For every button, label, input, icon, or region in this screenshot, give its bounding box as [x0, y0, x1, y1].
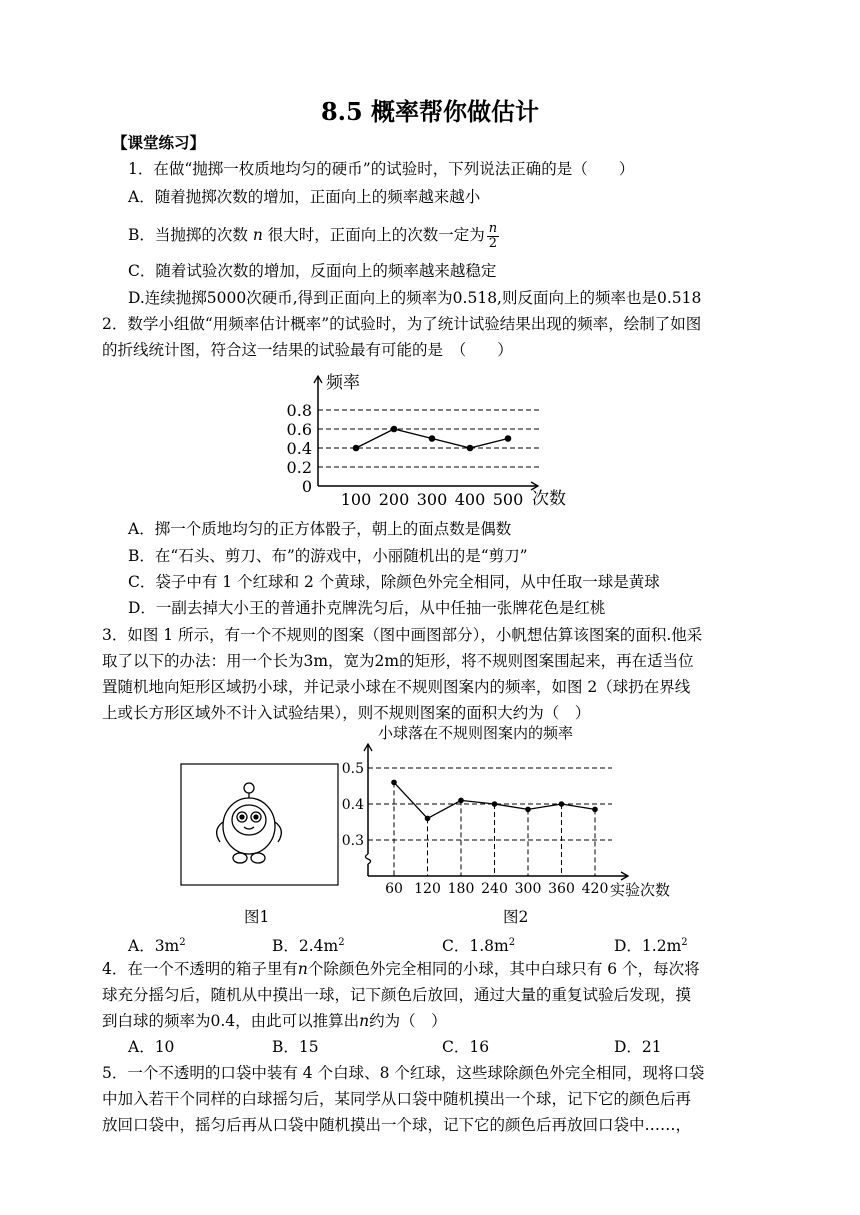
- y-tick-label: 0: [301, 477, 312, 496]
- q4-line-1: 4．在一个不透明的箱子里有n个除颜色外完全相同的小球，其中白球只有 6 个，每次将: [102, 960, 700, 978]
- x-tick-label: 500: [492, 490, 524, 509]
- x-tick-label: 60: [385, 881, 403, 897]
- q5-line-3: 放回口袋中，摇匀后再从口袋中随机摸出一个球，记下它的颜色后再放回口袋中……，: [102, 1116, 692, 1134]
- data-point: [458, 798, 464, 804]
- data-point: [505, 435, 512, 442]
- q2-option-b: B．在“石头、剪刀、布”的游戏中，小丽随机出的是“剪刀”: [128, 547, 528, 565]
- y-tick-label: 0.3: [341, 833, 364, 849]
- x-axis-title: 实验次数: [610, 881, 671, 899]
- q2-stem-2: 的折线统计图，符合这一结果的试验最有可能的是 （ ）: [102, 341, 513, 359]
- q5-line-1: 5．一个不透明的口袋中装有 4 个白球、8 个红球，这些球除颜色外完全相同，现将口袋: [102, 1064, 705, 1082]
- x-tick-label: 400: [454, 490, 486, 509]
- x-tick-label: 180: [447, 881, 475, 897]
- data-point: [353, 445, 360, 452]
- figure-2-caption: 图2: [503, 908, 529, 926]
- q3-option-a: A．$3m^2$: [128, 937, 186, 956]
- q3-line-3: 置随机地向矩形区域扔小球，并记录小球在不规则图案内的频率，如图 2（球扔在界线: [102, 678, 691, 696]
- x-tick-label: 360: [548, 881, 575, 897]
- q4-option-c: C．16: [442, 1038, 490, 1056]
- q2-option-c: C．袋子中有 1 个红球和 2 个黄球，除颜色外完全相同，从中任取一球是黄球: [128, 573, 660, 591]
- y-tick-label: 0.2: [286, 458, 312, 477]
- q1-option-c: C．随着试验次数的增加，反面向上的频率越来越稳定: [128, 262, 497, 280]
- x-tick-label: 100: [340, 490, 372, 509]
- q3-line-1: 3．如图 1 所示，有一个不规则的图案（图中画图部分），小帆想估算该图案的面积.他采: [102, 626, 703, 644]
- x-tick-label: 200: [378, 490, 410, 509]
- frequency-line-chart: [270, 366, 580, 514]
- section-heading: 【课堂练习】: [112, 133, 206, 152]
- x-tick-label: 120: [414, 881, 441, 897]
- q4-option-d: D．21: [614, 1038, 662, 1056]
- axis-break: [366, 854, 371, 864]
- data-point: [559, 801, 565, 807]
- q2-stem-1: 2．数学小组做“用频率估计概率”的试验时，为了统计试验结果出现的频率，绘制了如图: [102, 315, 702, 333]
- x-axis-title: 次数: [532, 489, 566, 509]
- ball-frequency-line-chart: [338, 722, 688, 904]
- y-tick-label: 0.6: [286, 420, 312, 439]
- q3-line-4: 上或长方形区域外不计入试验结果），则不规则图案的面积大约为（ ）: [102, 704, 591, 722]
- y-axis-title: 小球落在不规则图案内的频率: [378, 724, 574, 742]
- data-point: [429, 435, 436, 442]
- data-point: [492, 801, 498, 807]
- q1-stem: 1．在做“抛掷一枚质地均匀的硬币”的试验时，下列说法正确的是（ ）: [128, 160, 635, 178]
- y-tick-label: 0.4: [341, 797, 364, 813]
- data-point: [425, 816, 431, 822]
- x-tick-label: 240: [481, 881, 508, 897]
- x-tick-label: 420: [581, 881, 609, 897]
- y-tick-label: 0.5: [341, 761, 364, 777]
- q4-option-b: B．15: [272, 1038, 319, 1056]
- figure-1-irregular-pattern: [180, 760, 340, 888]
- q4-option-a: A．10: [128, 1038, 175, 1056]
- q3-option-c: C．$1.8m^2$: [442, 937, 516, 956]
- q4-line-3: 到白球的频率为0.4，由此可以推算出n约为（ ）: [102, 1012, 447, 1030]
- q3-line-2: 取了以下的办法：用一个长为3m，宽为2m的矩形，将不规则图案围起来，再在适当位: [102, 652, 694, 670]
- q2-option-d: D．一副去掉大小王的普通扑克牌洗匀后，从中任抽一张牌花色是红桃: [128, 599, 606, 617]
- y-tick-label: 0.8: [286, 401, 312, 420]
- q1-option-a: A．随着抛掷次数的增加，正面向上的频率越来越小: [128, 188, 481, 206]
- data-point: [391, 780, 397, 786]
- data-point: [525, 807, 531, 813]
- x-tick-label: 300: [514, 881, 542, 897]
- q4-line-2: 球充分摇匀后，随机从中摸出一球，记下颜色后放回，通过大量的重复试验后发现，摸: [102, 986, 692, 1004]
- q3-option-b: B．$2.4m^2$: [272, 937, 345, 956]
- q3-option-d: D．$1.2m^2$: [614, 937, 688, 956]
- data-point: [467, 445, 474, 452]
- y-axis-title: 频率: [326, 373, 360, 393]
- page-title: 8.5 概率帮你做估计: [320, 97, 540, 126]
- figure-1-caption: 图1: [244, 908, 270, 926]
- data-point: [592, 807, 598, 813]
- q2-option-a: A．掷一个质地均匀的正方体骰子，朝上的面点数是偶数: [128, 520, 512, 538]
- y-tick-label: 0.4: [286, 439, 312, 458]
- x-tick-label: 300: [416, 490, 448, 509]
- q5-line-2: 中加入若干个同样的白球摇匀后，某同学从口袋中随机摸出一个球，记下它的颜色后再: [102, 1090, 692, 1108]
- data-point: [391, 426, 398, 433]
- q1-option-b: B．当抛掷的次数 n 很大时，正面向上的次数一定为 $\frac{n}{2}$: [128, 220, 498, 251]
- q1-option-d: D.连续抛掷5000次硬币,得到正面向上的频率为0.518,则反面向上的频率也是0.518: [128, 289, 702, 307]
- fraction-n-over-2: $\frac{n}{2}$: [488, 220, 498, 251]
